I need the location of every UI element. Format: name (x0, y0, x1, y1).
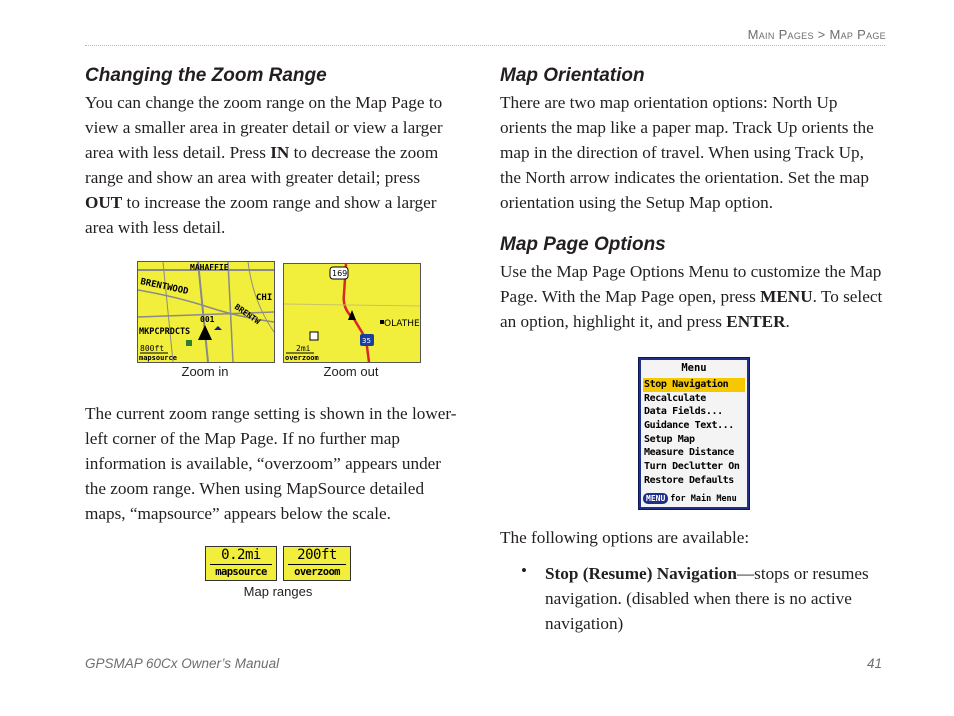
footer-page-number: 41 (866, 656, 882, 671)
menu-footer (643, 493, 747, 506)
orientation-paragraph: There are two map orientation options: North Up orients the map like a paper map. Track Up orients the map in the direction of travel. When using Track Up, the North arrow indicates the orientation. Set the map orientation using the Setup Map option. (500, 93, 874, 212)
footer-manual-title: GPSMAP 60Cx Owner’s Manual (85, 656, 280, 671)
zoom-paragraph: You can change the zoom range on the Map Page to view a smaller area in greater detail or view a larger area with less detail. Press IN to decrease the zoom range and show an area with greater detail; press OUT to increase the zoom range and show a larger area with less detail. (85, 93, 443, 237)
map-scale: 2mi (296, 344, 311, 353)
interstate-shield-label: 35 (362, 337, 371, 345)
options-paragraph: Use the Map Page Options Menu to customize the Map Page. With the Map Page open, press MENU. To select an option, highlight it, and press ENTER. (500, 262, 883, 331)
range-badge-scale: 200ft (297, 547, 337, 563)
range-badge-label: mapsource (215, 566, 267, 578)
range-badge-overzoom (283, 546, 351, 581)
zoom-out-screenshot (283, 263, 421, 363)
menu-title: Menu (681, 362, 707, 374)
range-badge-label: overzoom (294, 566, 340, 578)
running-head: Main Pages > Map Page (747, 27, 886, 42)
city-marker-icon (380, 320, 384, 324)
zoom-heading: Changing the Zoom Range (85, 65, 327, 86)
map-label: BRENTW (232, 302, 262, 327)
map-label: CHI (256, 293, 273, 303)
map-label: MAHAFFIE (190, 263, 229, 272)
menu-item-guidance-text[interactable]: Guidance Text... (644, 420, 734, 432)
options-menu-screenshot (638, 357, 750, 510)
menu-item-restore-defaults[interactable]: Restore Defaults (644, 474, 734, 486)
bullet-item-stop-navigation (545, 561, 888, 636)
bullet-term: Stop (Resume) Navigation (545, 564, 737, 583)
key-out: OUT (85, 193, 123, 212)
caption-map-ranges: Map ranges (243, 584, 313, 599)
poi-icon (310, 332, 318, 340)
zoom-in-screenshot (137, 261, 275, 363)
key-menu: MENU (760, 287, 813, 306)
header-rule (85, 45, 885, 46)
menu-item-setup-map[interactable]: Setup Map (644, 433, 695, 445)
map-scale-label: mapsource (139, 354, 177, 362)
key-enter: ENTER (726, 312, 786, 331)
menu-footer-text: for Main Menu (670, 494, 737, 504)
key-in: IN (270, 143, 290, 162)
map-scale-label: overzoom (285, 354, 319, 362)
map-label: 001 (200, 315, 215, 324)
map-label: BRENTWOOD (139, 277, 190, 298)
menu-item-turn-declutter-on[interactable]: Turn Declutter On (644, 461, 740, 473)
poi-icon (186, 340, 192, 346)
caption-zoom-in: Zoom in (181, 364, 229, 379)
menu-item-measure-distance[interactable]: Measure Distance (644, 447, 734, 459)
menu-item-data-fields[interactable]: Data Fields... (644, 406, 723, 418)
range-badge-scale: 0.2mi (221, 547, 261, 563)
caption-zoom-out: Zoom out (323, 364, 379, 379)
bullet-text: —stops or resumes navigation. (disabled when there is no active navigation) (545, 564, 869, 633)
bullet-icon: • (521, 561, 527, 580)
route-shield-label: 169 (332, 269, 348, 278)
options-heading: Map Page Options (500, 234, 666, 255)
zoom-out-map (284, 264, 420, 362)
menu-key-icon: MENU (643, 493, 668, 504)
menu-list (643, 378, 745, 488)
city-label: OLATHE (384, 319, 420, 329)
orientation-heading: Map Orientation (500, 65, 645, 86)
zoom-in-map (138, 262, 274, 362)
map-scale: 800ft (140, 344, 165, 353)
menu-item-recalculate[interactable]: Recalculate (644, 392, 706, 404)
available-paragraph: The following options are available: (500, 528, 750, 547)
range-badge-mapsource (205, 546, 277, 581)
menu-item-stop-navigation[interactable]: Stop Navigation (643, 378, 745, 392)
map-label: MKPCPRDCTS (139, 327, 191, 337)
range-paragraph: The current zoom range setting is shown in the lower-left corner of the Map Page. If no further map information is available, “overzoom” appears under the zoom range. When using MapSource detailed maps, “mapsource” appears below the scale. (85, 404, 457, 523)
